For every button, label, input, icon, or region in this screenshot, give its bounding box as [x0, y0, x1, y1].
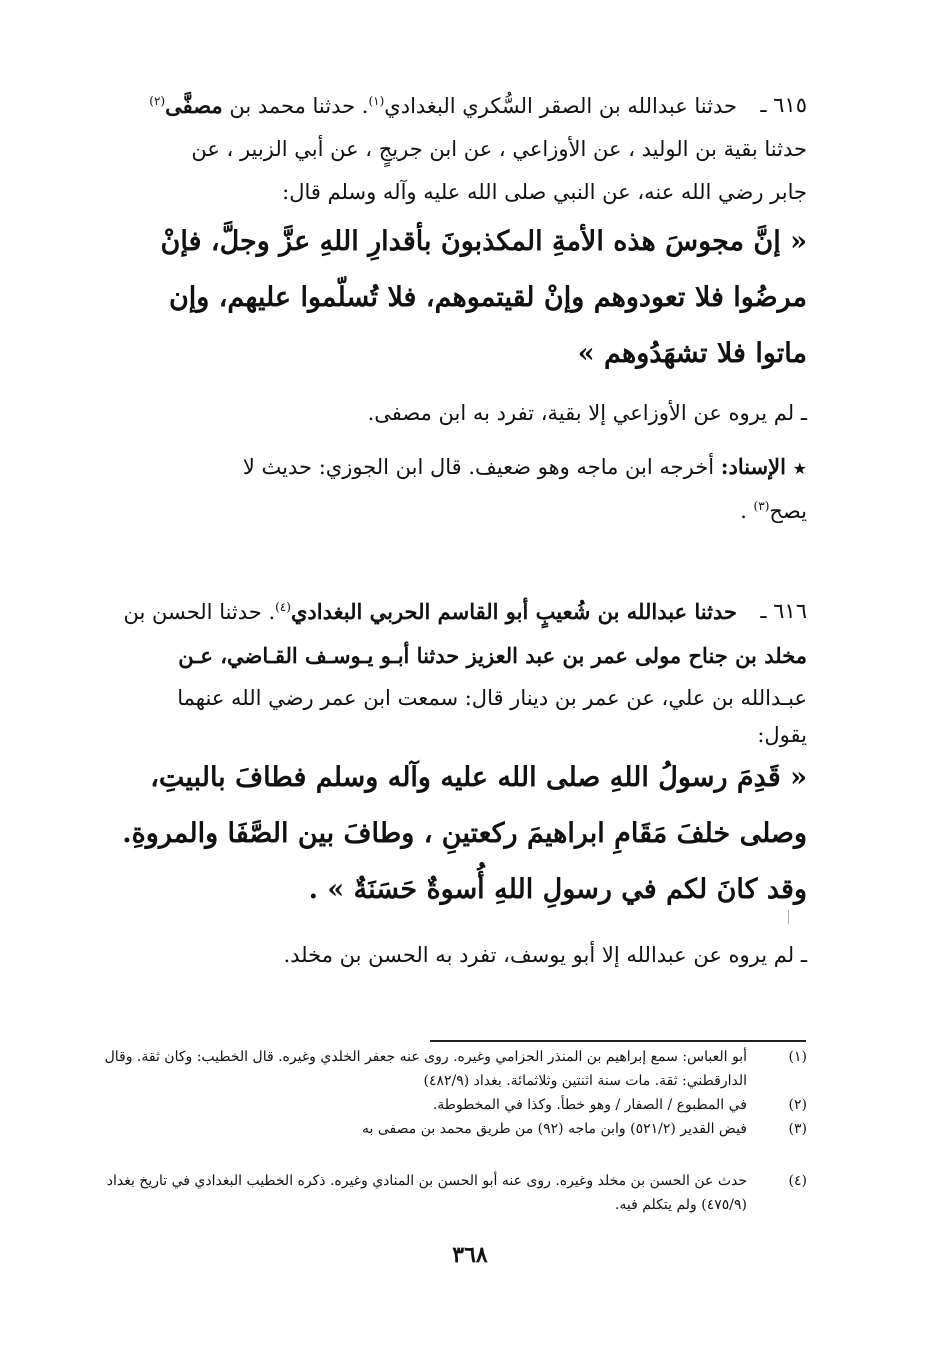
hadith-entry-615: [60, 84, 807, 533]
entry-line: [60, 84, 807, 128]
isnad-text: أخرجه ابن ماجه وهو ضعيف. قال ابن الجوزي: حديث لا: [242, 455, 721, 479]
hadith-text-line: وصلى خلفَ مَقَامِ ابراهيمَ ركعتينِ ، وطافَ بين الصَّفَا والمروةِ.: [122, 818, 807, 849]
footnote-1: [60, 1045, 807, 1093]
footnote-text: أبو العباس: سمع إبراهيم بن المنذر الحزامي وغيره. روى عنه جعفر الخلدي وغيره. قال الخطيب: وكان ثقة. وقال: [104, 1049, 747, 1065]
footnote-ref[interactable]: (١): [368, 94, 385, 108]
footnote-ref[interactable]: (٤): [275, 600, 291, 614]
page-number: ٣٦٨: [452, 1242, 488, 1268]
remark-line: ـ لم يروه عن عبدالله إلا أبو يوسف، تفرد به الحسن بن مخلد.: [283, 943, 807, 967]
scan-speck: [788, 910, 789, 924]
remark-line: ـ لم يروه عن الأوزاعي إلا بقية، تفرد به ابن مصفى.: [367, 401, 807, 425]
star-icon: ★: [792, 459, 807, 478]
footnote-text: حدث عن الحسن بن مخلد وغيره. روى عنه أبو الحسن بن المنادي وغيره. ذكره الخطيب البغدادي في تاريخ بغداد: [106, 1173, 747, 1189]
isnad-text: يصح: [769, 499, 807, 523]
hadith-text-line: مرضُوا فلا تعودوهم وإنْ لقيتموهم، فلا تُسلّموا عليهم، وإن: [168, 282, 807, 313]
footnote-divider: [430, 1040, 806, 1042]
narration-text: . حدثنا الحسن بن: [123, 600, 276, 624]
footnote-number: (١): [788, 1049, 807, 1065]
footnote-ref[interactable]: (٢): [149, 94, 166, 108]
footnote-number: (٢): [788, 1097, 807, 1113]
narration-line: عبـدالله بن علي، عن عمر بن دينار قال: سمعت ابن عمر رضي الله عنهما: [177, 686, 807, 710]
entry-number: ٦١٦ ـ: [760, 599, 807, 623]
hadith-entry-616: [60, 590, 807, 977]
footnotes: [60, 1045, 807, 1217]
narration-text: حدثنا عبدالله بن شُعيبٍ أبو القاسم الحربي البغدادي: [290, 599, 737, 624]
entry-line: [60, 590, 807, 634]
narration-text: . حدثنا محمد بن: [222, 94, 369, 118]
narration-line: مخلد بن جناح مولى عمر بن عبد العزيز حدثنا أبـو يـوسـف القـاضي، عـن: [178, 643, 807, 668]
footnote-4: [60, 1169, 807, 1217]
narration-line: يقول:: [757, 723, 807, 747]
footnote-ref[interactable]: (٣): [753, 499, 770, 513]
isnad-line: [60, 445, 807, 490]
narration-line: جابر رضي الله عنه، عن النبي صلى الله عليه وآله وسلم قال:: [282, 180, 807, 204]
footnote-3: [60, 1117, 807, 1141]
isnad-label: الإسناد:: [720, 454, 786, 479]
footnote-number: (٣): [788, 1121, 807, 1137]
hadith-text-line: وقد كانَ لكم في رسولِ اللهِ أُسوةٌ حَسَنَةٌ » .: [308, 874, 807, 905]
hadith-text-line: « إنَّ مجوسَ هذه الأمةِ المكذبونَ بأقدارِ اللهِ عزَّ وجلَّ، فإنْ: [160, 226, 807, 257]
narration-text: حدثنا عبدالله بن الصقر السُّكري البغدادي: [384, 94, 737, 118]
footnote-text: (٤٧٥/٩) ولم يتكلم فيه.: [614, 1197, 747, 1213]
footnote-text: فيض القدير (٥٢١/٢) وابن ماجه (٩٢) من طريق محمد بن مصفى به: [362, 1121, 747, 1137]
hadith-text-line: ماتوا فلا تشهَدُوهم »: [577, 338, 807, 369]
hadith-text-line: « قَدِمَ رسولُ اللهِ صلى الله عليه وآله وسلم فطافَ بالبيتِ،: [150, 762, 807, 793]
narration-line: حدثنا بقية بن الوليد ، عن الأوزاعي ، عن ابن جريجٍ ، عن أبي الزبير ، عن: [191, 137, 807, 161]
footnote-text: الدارقطني: ثقة. مات سنة اثنتين وثلاثمائة. بغداد (٤٨٢/٩): [423, 1073, 747, 1089]
footnote-text: في المطبوع / الصفار / وهو خطأ. وكذا في المخطوطة.: [432, 1097, 747, 1113]
entry-number: ٦١٥ ـ: [760, 93, 807, 117]
narrator-name: مصفَّى: [165, 93, 223, 118]
footnote-2: [60, 1093, 807, 1117]
isnad-text: .: [740, 499, 754, 523]
isnad-line-cont: [60, 490, 807, 533]
footnote-number: (٤): [788, 1173, 807, 1189]
